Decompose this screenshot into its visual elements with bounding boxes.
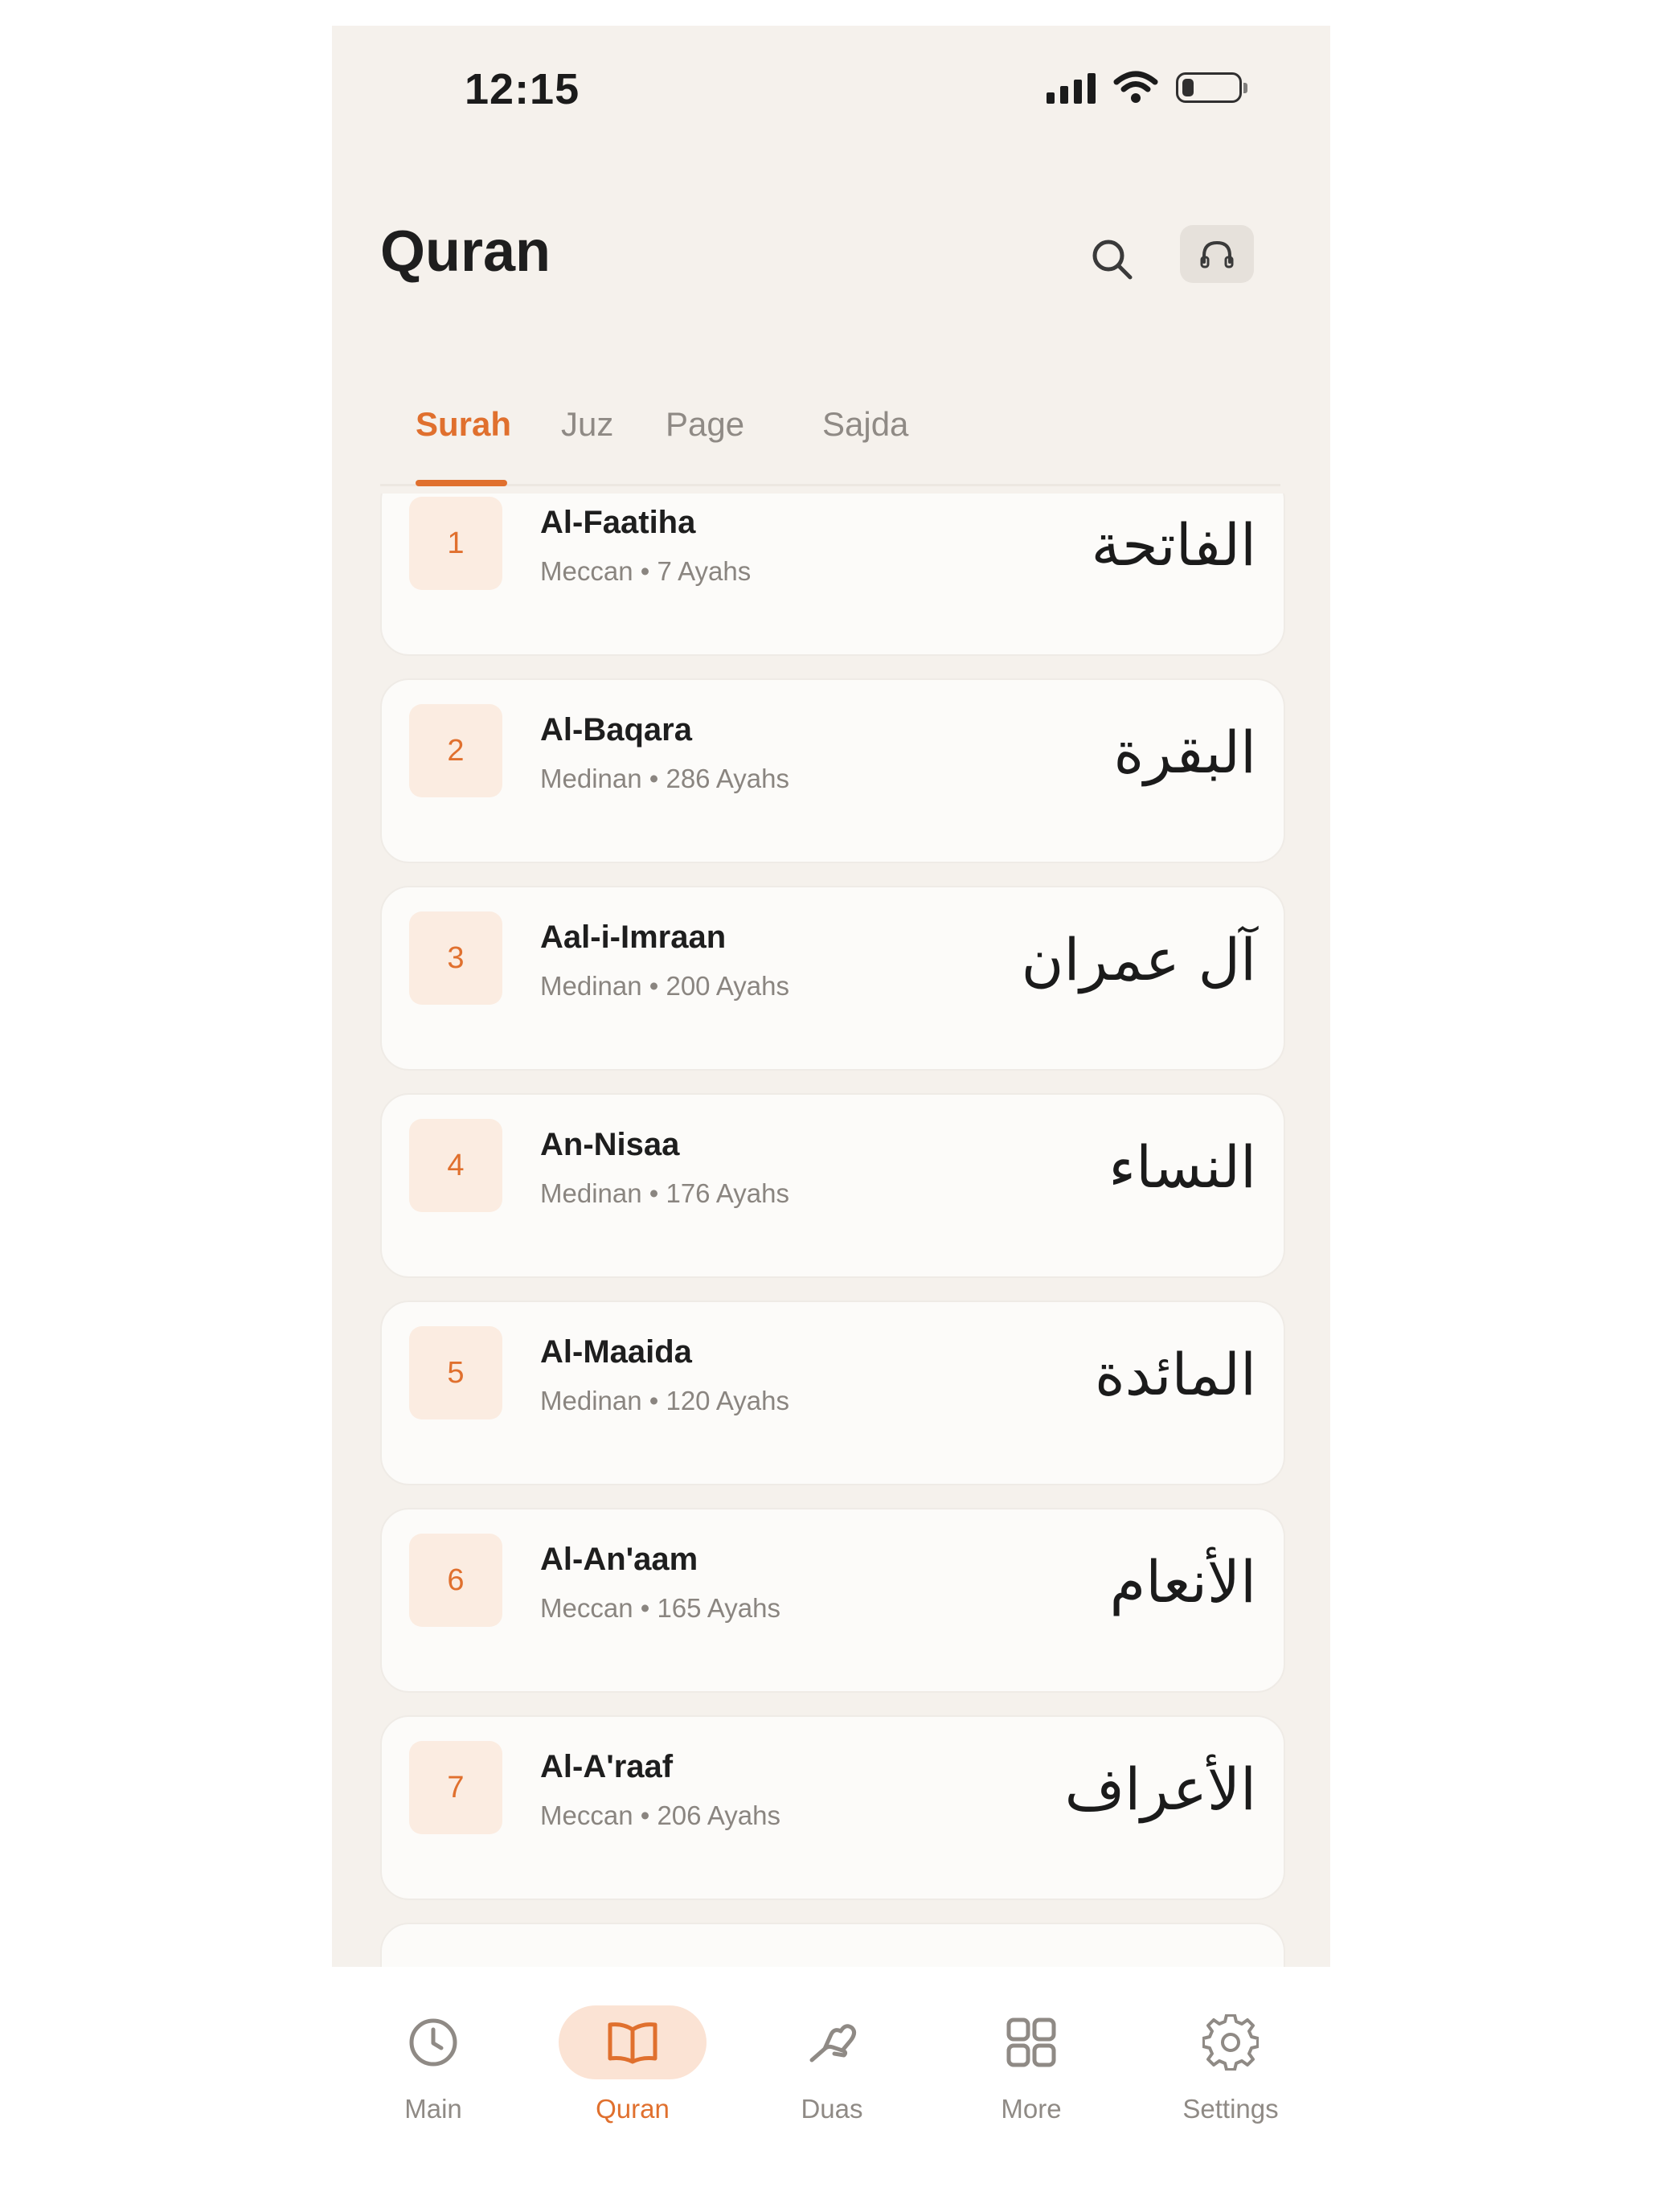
headphones-icon (1199, 238, 1235, 270)
nav-settings[interactable] (1142, 2005, 1319, 2124)
tab-bar (380, 379, 1280, 486)
surah-row[interactable] (380, 1301, 1285, 1485)
surah-meta: Medinan • 286 Ayahs (540, 764, 790, 793)
gear-icon (1202, 2014, 1259, 2071)
surah-name: Al-A'raaf (540, 1749, 674, 1784)
surah-row[interactable] (380, 1715, 1285, 1900)
battery-icon (1176, 72, 1242, 103)
surah-number: 3 (409, 911, 502, 1005)
surah-meta: Medinan • 176 Ayahs (540, 1178, 790, 1208)
wifi-icon (1113, 71, 1158, 104)
search-button[interactable] (1083, 231, 1140, 287)
surah-list[interactable] (380, 494, 1285, 1987)
surah-name: Aal-i-Imraan (540, 920, 727, 955)
surah-meta: Medinan • 200 Ayahs (540, 971, 790, 1001)
bottom-navigation (332, 1967, 1330, 2186)
clock-icon (407, 2016, 460, 2069)
surah-number: 2 (409, 704, 502, 797)
praying-hands-icon (804, 2017, 860, 2068)
surah-arabic-name: الفاتحة (1091, 511, 1256, 579)
nav-label: Duas (801, 2094, 863, 2124)
tab-juz[interactable]: Juz (561, 405, 614, 443)
active-tab-indicator (416, 480, 507, 486)
surah-name: Al-Faatiha (540, 505, 696, 540)
tab-page[interactable]: Page (666, 405, 745, 443)
surah-arabic-name: المائدة (1094, 1341, 1256, 1408)
surah-name: An-Nisaa (540, 1127, 680, 1162)
status-time: 12:15 (465, 65, 580, 113)
nav-duas[interactable] (743, 2005, 920, 2124)
surah-row[interactable] (380, 494, 1285, 656)
tab-sajda[interactable]: Sajda (822, 405, 909, 443)
surah-meta: Medinan • 120 Ayahs (540, 1386, 790, 1415)
surah-meta: Meccan • 206 Ayahs (540, 1800, 780, 1830)
nav-quran[interactable] (544, 2005, 721, 2124)
audio-button[interactable] (1180, 225, 1254, 283)
surah-arabic-name: الأنعام (1109, 1548, 1256, 1616)
nav-label: Quran (596, 2094, 670, 2124)
search-icon (1089, 236, 1134, 281)
surah-name: Al-An'aam (540, 1542, 698, 1577)
surah-arabic-name: آل عمران (1021, 926, 1256, 993)
surah-number: 6 (409, 1534, 502, 1627)
nav-main[interactable] (345, 2005, 522, 2124)
surah-number: 7 (409, 1741, 502, 1834)
page-title: Quran (380, 219, 551, 284)
surah-arabic-name: البقرة (1113, 719, 1256, 786)
book-icon (607, 2020, 658, 2065)
surah-arabic-name: الأعراف (1064, 1755, 1256, 1823)
surah-row[interactable] (380, 678, 1285, 863)
cellular-signal-icon (1047, 72, 1096, 104)
phone-screen (332, 26, 1330, 2186)
tab-surah[interactable]: Surah (416, 405, 512, 443)
nav-more[interactable] (943, 2005, 1120, 2124)
surah-number: 5 (409, 1326, 502, 1419)
grid-icon (1006, 2017, 1057, 2068)
surah-row[interactable] (380, 886, 1285, 1071)
nav-label: Settings (1182, 2094, 1279, 2124)
surah-number: 1 (409, 497, 502, 590)
surah-row[interactable] (380, 1508, 1285, 1693)
surah-number: 4 (409, 1119, 502, 1212)
nav-label: Main (404, 2094, 462, 2124)
surah-row[interactable] (380, 1093, 1285, 1278)
nav-label: More (1001, 2094, 1062, 2124)
active-nav-pill (559, 2005, 707, 2079)
status-icons (1047, 71, 1242, 104)
surah-meta: Meccan • 165 Ayahs (540, 1593, 780, 1623)
surah-name: Al-Maaida (540, 1334, 692, 1370)
surah-meta: Meccan • 7 Ayahs (540, 556, 752, 586)
surah-name: Al-Baqara (540, 712, 692, 748)
surah-arabic-name: النساء (1108, 1133, 1256, 1201)
